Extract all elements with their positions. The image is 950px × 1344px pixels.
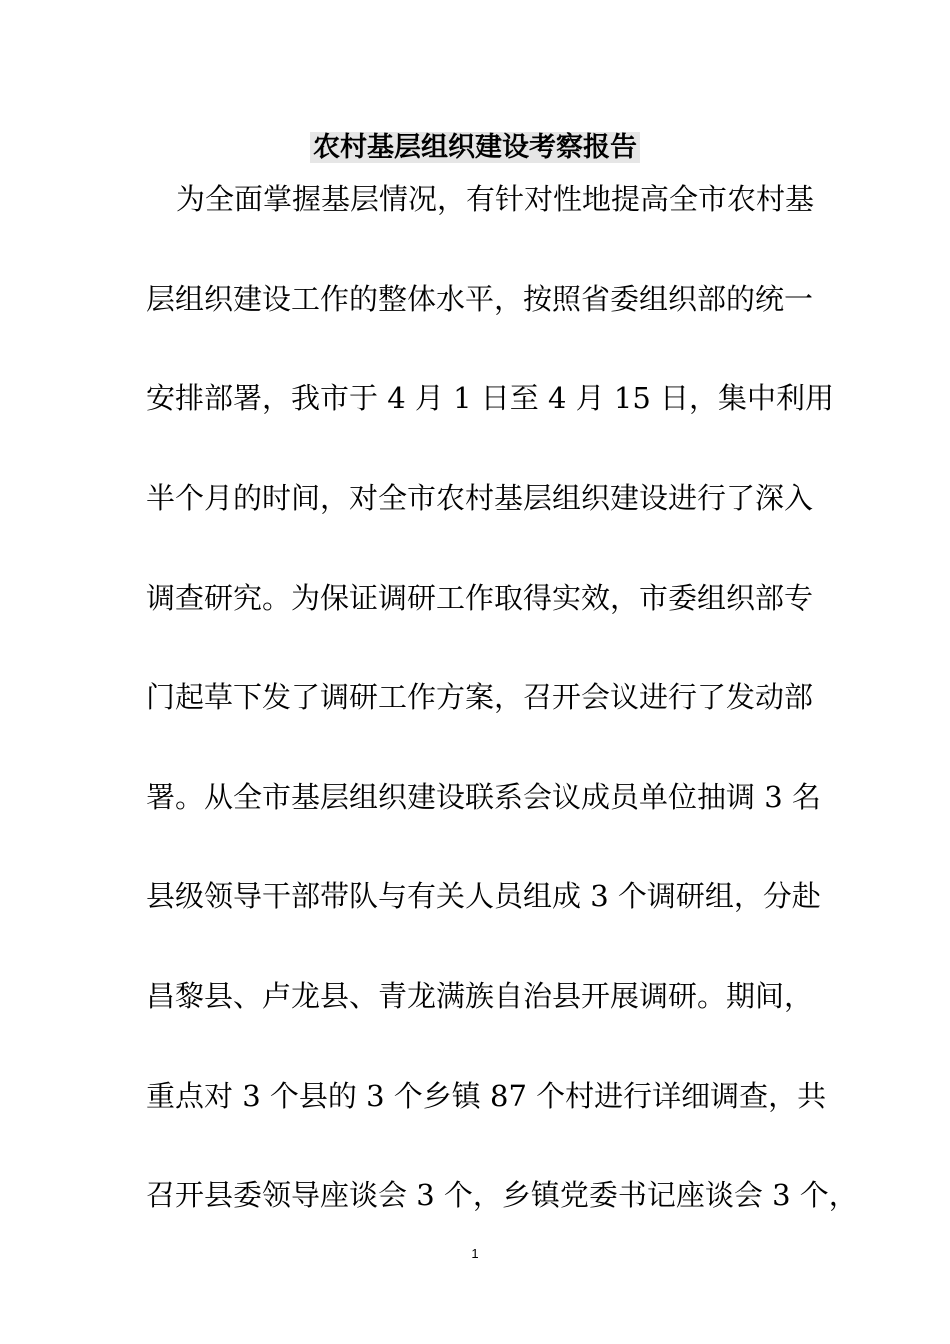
document-title-text: 农村基层组织建设考察报告 [310, 132, 640, 163]
paragraph-line: 门起草下发了调研工作方案，召开会议进行了发动部 [146, 680, 814, 714]
paragraph-line: 昌黎县、卢龙县、青龙满族自治县开展调研。期间， [146, 979, 814, 1013]
paragraph-line: 半个月的时间，对全市农村基层组织建设进行了深入 [146, 481, 814, 515]
paragraph-line: 层组织建设工作的整体水平，按照省委组织部的统一 [146, 282, 814, 316]
paragraph-line: 为全面掌握基层情况，有针对性地提高全市农村基 [176, 182, 815, 216]
paragraph-line: 召开县委领导座谈会 3 个，乡镇党委书记座谈会 3 个， [146, 1178, 858, 1212]
paragraph-line: 重点对 3 个县的 3 个乡镇 87 个村进行详细调查，共 [146, 1079, 827, 1113]
paragraph-line: 安排部署，我市于 4 月 1 日至 4 月 15 日，集中利用 [146, 381, 835, 415]
paragraph-line: 署。从全市基层组织建设联系会议成员单位抽调 3 名 [146, 780, 821, 814]
document-title [0, 128, 950, 168]
paragraph-line: 调查研究。为保证调研工作取得实效，市委组织部专 [146, 581, 814, 615]
page-number: 1 [471, 1246, 479, 1261]
paragraph-line: 县级领导干部带队与有关人员组成 3 个调研组，分赴 [146, 879, 821, 913]
